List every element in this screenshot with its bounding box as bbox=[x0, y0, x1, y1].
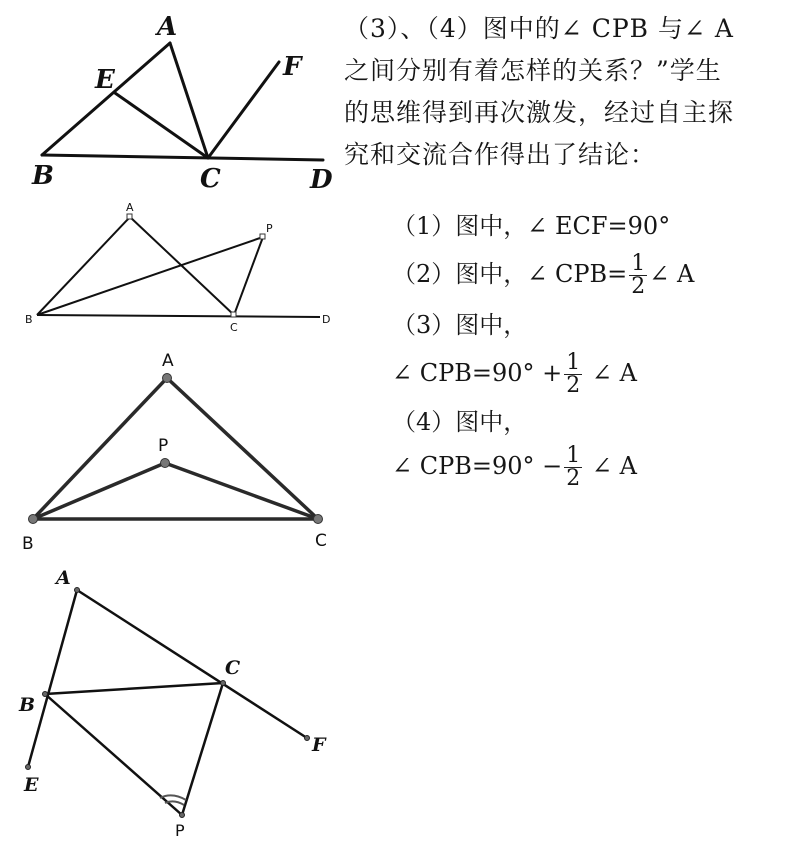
fig1-line-BD bbox=[42, 155, 323, 160]
fig4-point-P bbox=[180, 813, 185, 818]
fig1-label-C: C bbox=[200, 164, 221, 194]
fig3-line-BP bbox=[33, 463, 165, 519]
fig4-point-E bbox=[26, 765, 31, 770]
paragraph-line: 的思维得到再次激发，经过自主探 bbox=[344, 98, 735, 127]
fig2-line-BD bbox=[37, 315, 320, 317]
fig2-line-BP bbox=[37, 237, 263, 315]
fig1-label-A: A bbox=[157, 12, 178, 42]
conclusion-4 bbox=[392, 445, 637, 490]
fraction-denominator: 2 bbox=[631, 274, 646, 299]
fraction-denominator: 2 bbox=[566, 373, 581, 398]
fig4-point-B bbox=[43, 692, 48, 697]
fraction-numerator: 1 bbox=[631, 251, 646, 276]
conclusion-1-text: （1）图中，∠ ECF=90° bbox=[392, 212, 671, 240]
fig1-line-EC bbox=[115, 93, 208, 158]
fig2-label-D: D bbox=[322, 313, 331, 326]
fraction-half bbox=[629, 253, 647, 298]
fig2-label-A: A bbox=[126, 201, 134, 214]
conclusion-2-suffix: ∠ A bbox=[649, 260, 695, 288]
fig3-line-AC bbox=[167, 378, 318, 519]
fig4-label-C: C bbox=[225, 657, 241, 679]
fig1-line-CF bbox=[208, 62, 279, 158]
fig2-line-BA bbox=[37, 217, 130, 315]
fig4-point-A bbox=[75, 588, 80, 593]
fig4-point-C bbox=[221, 681, 226, 686]
fig2-line-PC bbox=[234, 237, 263, 315]
fig1-line-AC bbox=[170, 43, 208, 158]
fig3-point-C bbox=[314, 515, 323, 524]
fraction-half bbox=[564, 445, 582, 490]
fig3-label-C: C bbox=[315, 531, 327, 551]
fig3-line-PC bbox=[165, 463, 318, 519]
fig4-line-BC bbox=[45, 683, 223, 694]
fig1-label-B: B bbox=[32, 161, 54, 191]
fraction-denominator: 2 bbox=[566, 466, 581, 491]
conclusion-4-suffix: ∠ A bbox=[584, 452, 637, 480]
conclusion-3-heading: （3）图中， bbox=[392, 311, 528, 339]
figure-2 bbox=[37, 217, 320, 317]
fig4-line-AE bbox=[28, 590, 77, 767]
paragraph-line: 究和交流合作得出了结论： bbox=[344, 140, 657, 169]
fig1-label-F: F bbox=[283, 52, 302, 82]
fig3-point-P bbox=[161, 459, 170, 468]
fig4-label-F: F bbox=[312, 734, 326, 756]
fig3-label-A: A bbox=[162, 351, 174, 371]
fig2-point-P bbox=[260, 234, 265, 239]
fraction-half bbox=[564, 352, 582, 397]
conclusion-2 bbox=[392, 253, 694, 298]
conclusion-4-heading: （4）图中， bbox=[392, 408, 528, 436]
fig4-line-AF bbox=[77, 590, 307, 738]
fraction-numerator: 1 bbox=[566, 350, 581, 375]
fig3-point-B bbox=[29, 515, 38, 524]
fig1-line-BA bbox=[42, 43, 170, 155]
paragraph-line: 之间分别有着怎样的关系？”学生 bbox=[344, 56, 722, 85]
fig2-point-C bbox=[231, 312, 236, 317]
fig4-label-P: P bbox=[175, 821, 185, 840]
fraction-numerator: 1 bbox=[566, 443, 581, 468]
fig4-line-CP bbox=[182, 683, 223, 815]
conclusion-3-head bbox=[392, 304, 527, 346]
fig1-label-D: D bbox=[310, 165, 333, 195]
fig3-line-BA bbox=[33, 378, 167, 519]
figure-4 bbox=[28, 590, 307, 815]
conclusion-4-prefix: ∠ CPB=90° − bbox=[392, 452, 563, 480]
fig4-label-E: E bbox=[24, 774, 39, 796]
paragraph-line: （3）、（4）图中的∠ CPB 与∠ A bbox=[344, 14, 734, 43]
conclusion-3-prefix: ∠ CPB=90° + bbox=[392, 359, 563, 387]
fig3-point-A bbox=[163, 374, 172, 383]
conclusion-4-head bbox=[392, 401, 527, 443]
fig4-label-B: B bbox=[19, 694, 36, 716]
fig2-label-B: B bbox=[25, 313, 33, 326]
fig2-label-C: C bbox=[230, 321, 238, 334]
fig4-label-A: A bbox=[56, 567, 71, 589]
fig2-label-P: P bbox=[266, 222, 273, 235]
conclusion-2-prefix: （2）图中，∠ CPB= bbox=[392, 260, 628, 288]
intro-paragraph bbox=[344, 8, 796, 176]
conclusion-3-suffix: ∠ A bbox=[584, 359, 637, 387]
fig1-label-E: E bbox=[95, 65, 115, 95]
conclusion-1 bbox=[392, 205, 670, 247]
figure-3 bbox=[33, 378, 318, 519]
conclusion-3 bbox=[392, 352, 637, 397]
fig3-label-P: P bbox=[158, 436, 169, 456]
fig2-point-A bbox=[127, 214, 132, 219]
fig3-label-B: B bbox=[22, 534, 34, 554]
fig4-point-F bbox=[305, 736, 310, 741]
figure-1 bbox=[42, 43, 323, 160]
